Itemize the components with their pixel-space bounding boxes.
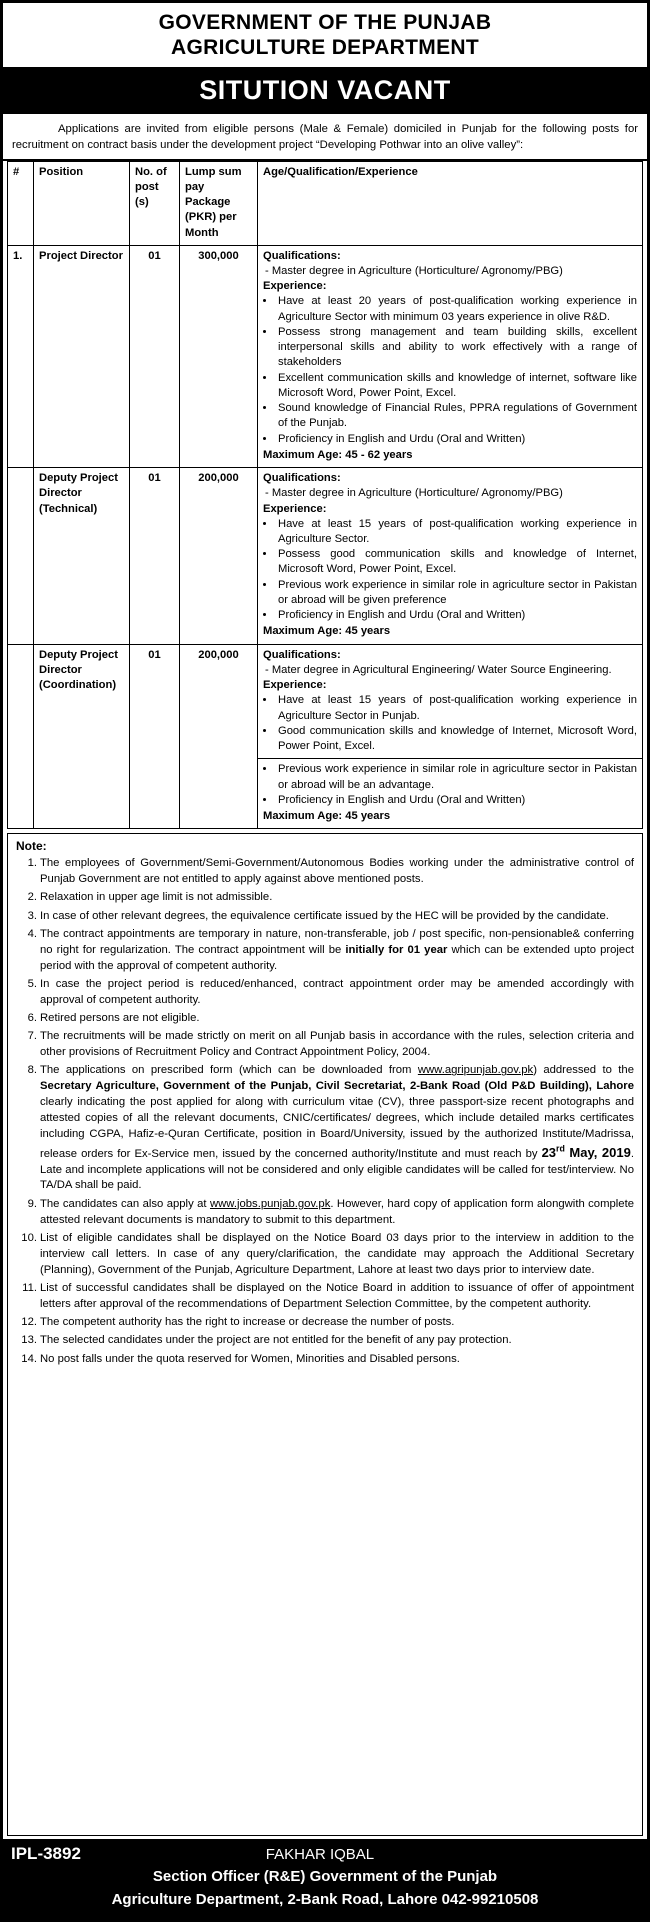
note-item <box>16 909 634 925</box>
note-number: 1. <box>27 857 37 870</box>
pay-package-cell: 300,000 <box>180 245 258 467</box>
pay-package-cell: 200,000 <box>180 468 258 645</box>
experience-item: • Proficiency in English and Urdu (Oral and Written) <box>276 793 637 808</box>
col-header-number: # <box>8 161 34 245</box>
department-header <box>3 3 647 69</box>
no-of-posts-cell: 01 <box>130 468 180 645</box>
note-text: In case the project period is reduced/enhanced, contract appointment order may be amended accordingly with approval of competent authority. <box>40 977 634 1006</box>
qualification-item: - Master degree in Agriculture (Horticulture/ Agronomy/PBG) <box>263 264 637 279</box>
note-number: 11. <box>22 1281 37 1294</box>
note-text: Retired persons are not eligible. <box>40 1012 200 1025</box>
qualifications-label: Qualifications: <box>263 648 341 661</box>
qualification-item: - Mater degree in Agricultural Engineering/ Water Source Engineering. <box>263 663 637 678</box>
note-number: 12. <box>21 1315 37 1328</box>
note-item <box>16 1281 634 1313</box>
maximum-age: Maximum Age: 45 - 62 years <box>263 448 413 461</box>
notes-section <box>7 833 643 1835</box>
note-item <box>16 927 634 974</box>
note-number: 9. <box>27 1197 37 1210</box>
experience-item: • Sound knowledge of Financial Rules, PPRA regulations of Government of the Punjab. <box>276 401 637 431</box>
note-text: List of successful candidates shall be displayed on the Notice Board in addition to issuance of offer of appointment letters after approval of the recommendations of Department Selection Committee, by the competent authority. <box>40 1281 634 1310</box>
experience-list <box>276 294 637 446</box>
experience-list <box>276 762 637 808</box>
qualifications-label: Qualifications: <box>263 249 341 262</box>
note-number: 3. <box>27 909 37 922</box>
maximum-age: Maximum Age: 45 years <box>263 625 391 638</box>
note-item <box>16 856 634 888</box>
note-text: The recruitments will be made strictly on merit on all Punjab basis in accordance with the rules, selection criteria and other provisions of Recruitment Policy and Contract Appointment Policy, 2004. <box>40 1030 634 1059</box>
note-item <box>16 1352 634 1368</box>
note-number: 8. <box>27 1064 37 1077</box>
note-text: The selected candidates under the project are not entitled for the benefit of any pay protection. <box>40 1334 512 1347</box>
note-text: The candidates can also apply at www.jobs.punjab.gov.pk. However, hard copy of application form alongwith complete attested relevant documents is mandatory to submit to this department. <box>40 1197 634 1226</box>
col-header-position: Position <box>34 161 130 245</box>
note-item <box>16 1333 634 1349</box>
no-of-posts-cell: 01 <box>130 644 180 829</box>
position-cell: Deputy Project Director (Coordination) <box>34 644 130 829</box>
note-number: 5. <box>27 977 37 990</box>
col-header-pay-package: Lump sum pay Package (PKR) per Month <box>180 161 258 245</box>
note-item <box>16 890 634 906</box>
table-header-row <box>8 161 643 245</box>
ipl-reference-number: IPL-3892 <box>11 1843 81 1863</box>
note-item <box>16 1231 634 1278</box>
experience-item: • Possess good communication skills and knowledge of Internet, Microsoft Word, Power Point, Excel. <box>276 547 637 577</box>
notes-title: Note: <box>16 839 47 854</box>
row-number-cell: 1. <box>8 245 34 467</box>
experience-list <box>276 517 637 624</box>
position-cell: Project Director <box>34 245 130 467</box>
qualifications-label: Qualifications: <box>263 472 341 485</box>
intro-text: Applications are invited from eligible persons (Male & Female) domiciled in Punjab for the following posts for recruitment on contract basis under the development project “Developing Pothwar into an olive valley”: <box>12 122 638 151</box>
table-row <box>8 644 643 829</box>
experience-item: • Have at least 15 years of post-qualification working experience in Agriculture Sector. <box>276 517 637 547</box>
note-text: No post falls under the quota reserved for Women, Minorities and Disabled persons. <box>40 1352 460 1365</box>
signer-name: FAKHAR IQBAL <box>265 1845 375 1863</box>
col-header-age-qualification: Age/Qualification/Experience <box>258 161 643 245</box>
cell-divider <box>258 758 642 759</box>
experience-label: Experience: <box>263 502 327 515</box>
pay-package-cell: 200,000 <box>180 644 258 829</box>
signer-designation: Section Officer (R&E) Government of the Punjab <box>152 1867 498 1885</box>
table-row <box>8 245 643 467</box>
note-text: The competent authority has the right to increase or decrease the number of posts. <box>40 1315 455 1328</box>
experience-label: Experience: <box>263 280 327 293</box>
note-text: The contract appointments are temporary in nature, non-transferable, job / post specific, non-pensionable& conferring no right for regularization. The contract appointment will be initially for 01 year which can be extended upto project period with the approval of competent authority. <box>40 927 634 972</box>
experience-list <box>276 693 637 754</box>
note-number: 13. <box>21 1334 37 1347</box>
experience-item: • Excellent communication skills and knowledge of internet, software like Microsoft Word, Power Point, Excel. <box>276 371 637 401</box>
experience-item: • Proficiency in English and Urdu (Oral and Written) <box>276 608 637 623</box>
experience-item: • Proficiency in English and Urdu (Oral and Written) <box>276 432 637 447</box>
experience-item: • Previous work experience in similar role in agriculture sector in Pakistan or abroad will be an advantage. <box>276 762 637 792</box>
experience-item: • Have at least 20 years of post-qualification working experience in Agriculture Sector with minimum 03 years experience in olive R&D. <box>276 294 637 324</box>
note-item <box>16 1315 634 1331</box>
note-number: 7. <box>27 1030 37 1043</box>
note-number: 4. <box>27 927 37 940</box>
row-number-cell <box>8 468 34 645</box>
note-text: In case of other relevant degrees, the equivalence certificate issued by the HEC will be provided by the candidate. <box>40 909 609 922</box>
note-item <box>16 977 634 1009</box>
jobs-table-body <box>8 245 643 828</box>
note-number: 14. <box>21 1352 37 1365</box>
col-header-no-of-posts: No. of post (s) <box>130 161 180 245</box>
position-cell: Deputy Project Director (Technical) <box>34 468 130 645</box>
notes-list <box>16 856 634 1367</box>
details-cell <box>258 468 643 645</box>
experience-item: • Good communication skills and knowledge of Internet, Microsoft Word, Power Point, Excel. <box>276 724 637 754</box>
no-of-posts-cell: 01 <box>130 245 180 467</box>
jobs-table <box>7 161 643 830</box>
note-text: List of eligible candidates shall be displayed on the Notice Board 03 days prior to the interview in addition to the interview call letters. In case of any query/clarification, the candidate may approach the Additional Secretary (Planning), Government of the Punjab, Agriculture Department, Lahore at least two days prior to interview date. <box>40 1231 634 1276</box>
note-item <box>16 1011 634 1027</box>
row-number-cell <box>8 644 34 829</box>
details-cell <box>258 644 643 829</box>
maximum-age: Maximum Age: 45 years <box>263 809 391 822</box>
note-number: 10. <box>21 1231 37 1244</box>
note-text: The applications on prescribed form (which can be downloaded from www.agripunjab.gov.pk) addressed to the Secretary Agriculture, Government of the Punjab, Civil Secretariat, 2-Bank Road (Old P&D Building), Lahore clearly indicating the post applied for along with curriculum vitae (CV), three passport-size recent photographs and attested copies of all the relevant documents, CNIC/certificates/ degrees, which include detailed marks certificates including CGPA, Hafiz-e-Quran Certificate, position in Board/University, issued by the authorized Institute/Madrissa, release orders for Ex-Service men, issued by the concerned authority/Institute and must reach by 23rd May, 2019. Late and incomplete applications will not be considered and only eligible candidates will be called for test/interview. No TA/DA shall be paid. <box>40 1064 634 1192</box>
department-title: AGRICULTURE DEPARTMENT <box>171 35 479 59</box>
jobs-table-wrapper <box>3 161 647 830</box>
intro-paragraph <box>3 114 647 161</box>
note-number: 2. <box>27 891 37 904</box>
footer-block <box>3 1839 647 1920</box>
note-item <box>16 1197 634 1229</box>
experience-label: Experience: <box>263 679 327 692</box>
situation-vacant-banner: SITUTION VACANT <box>3 69 647 114</box>
note-text: Relaxation in upper age limit is not admissible. <box>40 891 273 904</box>
signer-address: Agriculture Department, 2-Bank Road, Lahore 042-99210508 <box>111 1891 539 1909</box>
experience-item: • Possess strong management and team building skills, excellent interpersonal skills and ability to work effectively with a range of stakeholders <box>276 325 637 371</box>
note-item <box>16 1029 634 1061</box>
footer-top-row <box>11 1844 639 1864</box>
experience-item: • Previous work experience in similar role in agriculture sector in Pakistan or abroad will be given preference <box>276 578 637 608</box>
table-row <box>8 468 643 645</box>
experience-item: • Have at least 15 years of post-qualification working experience in Agriculture Sector in Punjab. <box>276 693 637 723</box>
note-item <box>16 1063 634 1194</box>
qualification-item: - Master degree in Agriculture (Horticulture/ Agronomy/PBG) <box>263 486 637 501</box>
government-title: GOVERNMENT OF THE PUNJAB <box>158 11 492 34</box>
details-cell <box>258 245 643 467</box>
note-text: The employees of Government/Semi-Government/Autonomous Bodies working under the administrative control of Punjab Government are not entitled to apply against above mentioned posts. <box>40 857 634 886</box>
note-number: 6. <box>27 1012 37 1025</box>
